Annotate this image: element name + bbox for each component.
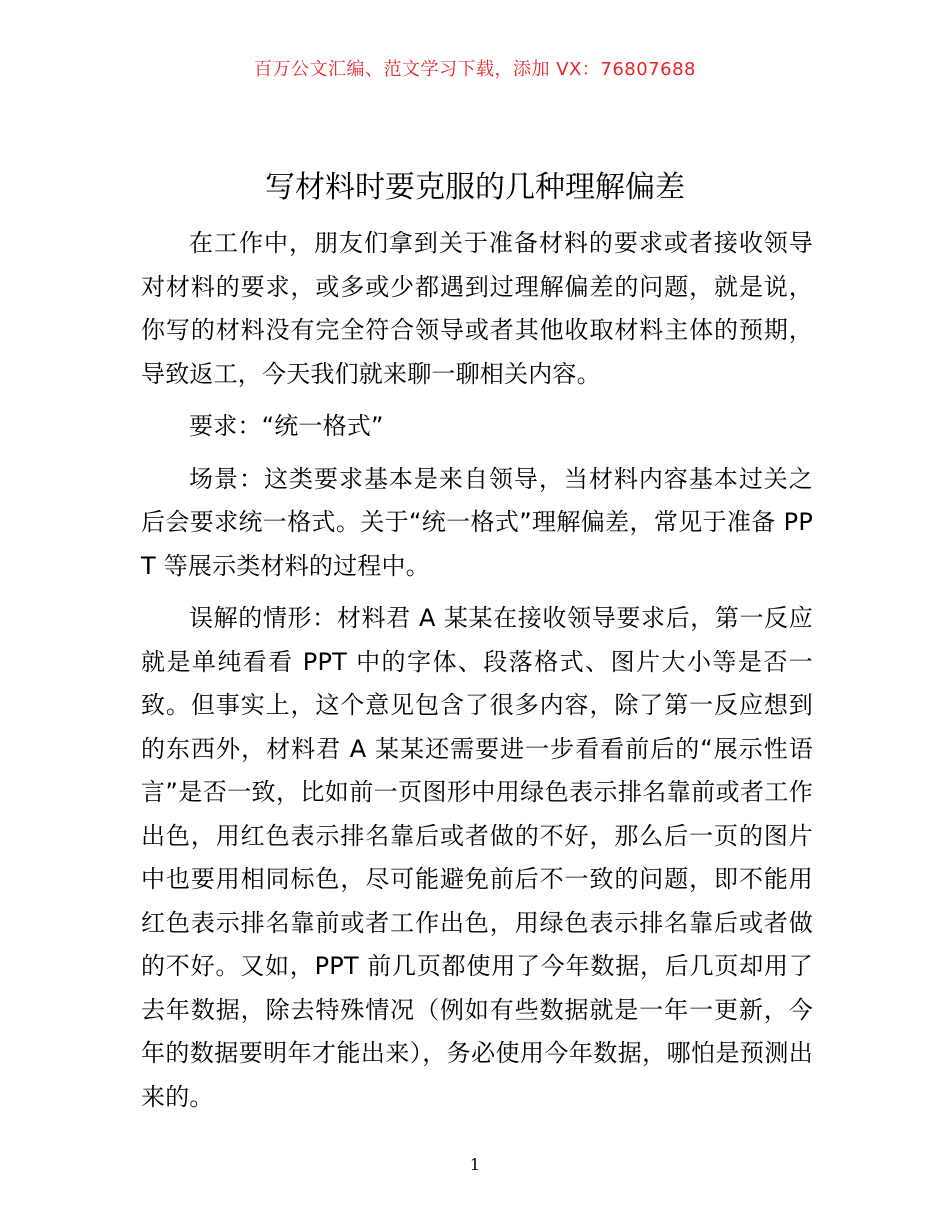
paragraph-misunderstanding: 误解的情形：材料君 A 某某在接收领导要求后，第一反应就是单纯看看 PPT 中的字体、段落格式、图片大小等是否一致。但事实上，这个意见包含了很多内容，除了第一反应想到的东西外，材料君 A 某某还需要进一步看看前后的“展示性语言”是否一致，比如前一页图形中用绿色表示排名靠前或者工作出色，用红色表示排名靠后或者做的不好，那么后一页的图片中也要用相同标色，尽可能避免前后不一致的问题，即不能用红色表示排名靠前或者工作出色，用绿色表示排名靠后或者做的不好。又如，PPT 前几页都使用了今年数据，后几页却用了去年数据，除去特殊情况（例如有些数据就是一年一更新，今年的数据要明年才能出来），务必使用今年数据，哪怕是预测出来的。	[141, 604, 813, 1111]
page-number: 1	[469, 1155, 481, 1174]
paragraph-requirement: 要求：“统一格式”	[189, 412, 384, 440]
document-title: 写材料时要克服的几种理解偏差	[265, 170, 685, 205]
header-banner: 百万公文汇编、范文学习下载，添加 VX：76807688	[254, 59, 696, 80]
document-body	[141, 222, 813, 1128]
paragraph-intro: 在工作中，朋友们拿到关于准备材料的要求或者接收领导对材料的要求，或多或少都遇到过理解偏差的问题，就是说，你写的材料没有完全符合领导或者其他收取材料主体的预期，导致返工，今天我们就来聊一聊相关内容。	[141, 229, 813, 388]
paragraph-scenario: 场景：这类要求基本是来自领导，当材料内容基本过关之后会要求统一格式。关于“统一格式”理解偏差，常见于准备 PPT 等展示类材料的过程中。	[141, 464, 813, 580]
